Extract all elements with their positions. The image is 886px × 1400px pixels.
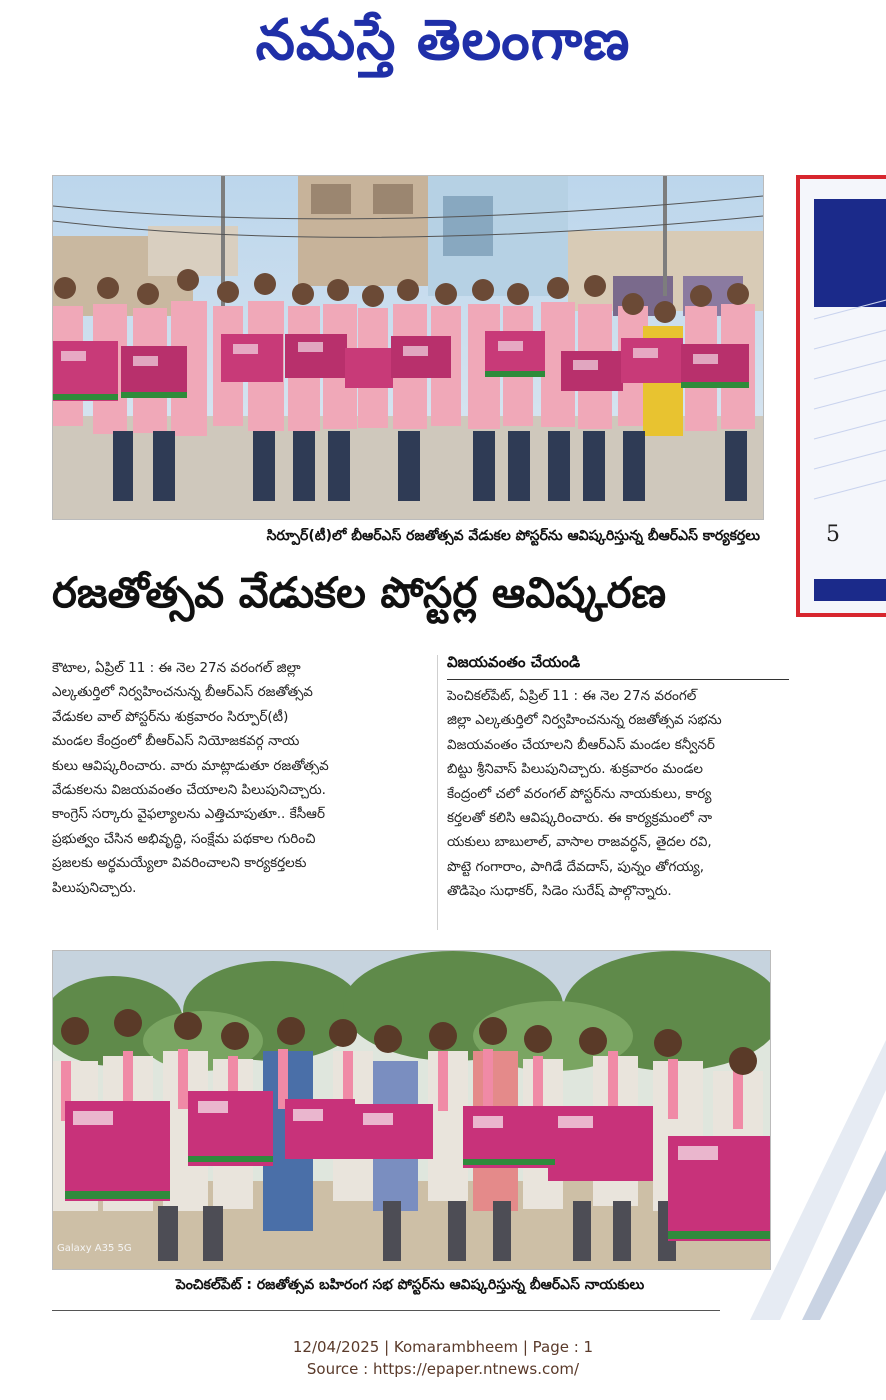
right-line: కర్తలతో కలిసి ఆవిష్కరించారు. ఈ కార్యక్రమంలో నా	[447, 810, 712, 827]
masthead-title: నమస్తే తెలంగాణ	[255, 8, 631, 73]
left-line: కులు ఆవిష్కరించారు. వారు మాట్లాడుతూ రజతోత్సవ	[52, 757, 329, 774]
right-line: తొడిషెం సుధాకర్, సిడెం సురేష్ పాల్గొన్నారు.	[447, 883, 672, 900]
side-ad-number: 5	[826, 522, 840, 547]
side-ad-graphic	[800, 179, 886, 617]
right-line: పొట్టె గంగారాం, పాగిడే దేవదాస్, పున్నం తోగయ్య,	[447, 858, 705, 875]
right-line: విజయవంతం చేయాలని బీఆర్ఎస్ మండల కన్వీనర్	[447, 736, 715, 753]
left-line: మండల కేంద్రంలో బీఆర్ఎస్ నియోజకవర్గ నాయ	[52, 733, 300, 750]
footer-rule	[52, 1310, 720, 1311]
right-line: కేంద్రంలో చలో వరంగల్ పోస్టర్‌ను నాయకులు, కార్య	[447, 785, 712, 802]
left-line: వేడుకల వాల్ పోస్టర్‌ను శుక్రవారం సిర్పూర్(టీ)	[52, 708, 289, 725]
left-column	[52, 656, 427, 900]
left-line: వేడుకలను విజయవంతం చేయాలని పిలుపునిచ్చారు.	[52, 782, 326, 799]
photo-watermark: Galaxy A35 5G	[57, 1243, 132, 1254]
right-line: బిట్టు శ్రీనివాస్ పిలుపునిచ్చారు. శుక్రవారం మండల	[447, 761, 704, 778]
column-divider	[437, 655, 438, 930]
right-subhead: విజయవంతం చేయండి	[447, 653, 789, 680]
footer-edition-info: 12/04/2025 | Komarambheem | Page : 1	[292, 1338, 594, 1356]
right-line: జిల్లా ఎల్కతుర్తిలో నిర్వహించనున్న రజతోత్సవ సభను	[447, 712, 722, 729]
left-line: ఎల్కతుర్తిలో నిర్వహించనున్న బీఆర్ఎస్ రజతోత్సవ	[52, 684, 313, 701]
right-column	[447, 684, 789, 904]
left-line: పిలుపునిచ్చారు.	[52, 879, 137, 896]
left-line: కౌటాల, ఏప్రిల్ 11 : ఈ నెల 27న వరంగల్ జిల్లా	[52, 660, 301, 676]
right-line: పెంచికల్‌పేట్, ఏప్రిల్ 11 : ఈ నెల 27న వరంగల్	[447, 688, 697, 704]
top-photo-illustration	[53, 176, 763, 519]
article-headline: రజతోత్సవ వేడుకల పోస్టర్ల ఆవిష్కరణ	[52, 568, 667, 617]
top-photo-caption: సిర్పూర్(టీ)లో బీఆర్ఎస్ రజతోత్సవ వేడుకల పోస్టర్‌ను ఆవిష్కరిస్తున్న బీఆర్ఎస్ కార్యకర్తలు	[266, 528, 760, 544]
left-line: ప్రభుత్వం చేసిన అభివృద్ధి, సంక్షేమ పథకాల గురించి	[52, 830, 316, 847]
bottom-photo-illustration	[53, 951, 770, 1269]
left-line: ప్రజలకు అర్థమయ్యేలా వివరించాలని కార్యకర్తలకు	[52, 855, 307, 872]
bottom-photo	[52, 950, 771, 1270]
left-line: కాంగ్రెస్ సర్కారు వైఫల్యాలను ఎత్తిచూపుతూ.. కేసీఆర్	[52, 806, 325, 823]
footer-source: Source : https://epaper.ntnews.com/	[306, 1360, 580, 1378]
top-photo	[52, 175, 764, 520]
bottom-photo-caption: పెంచికల్‌పేట్ : రజతోత్సవ బహిరంగ సభ పోస్టర్‌ను ఆవిష్కరిస్తున్న బీఆర్ఎస్ నాయకులు	[175, 1277, 645, 1293]
side-advertisement	[796, 175, 886, 617]
right-line: యకులు బాబులాల్, వాసాల రాజవర్ధన్, తైదల రవి,	[447, 834, 712, 851]
